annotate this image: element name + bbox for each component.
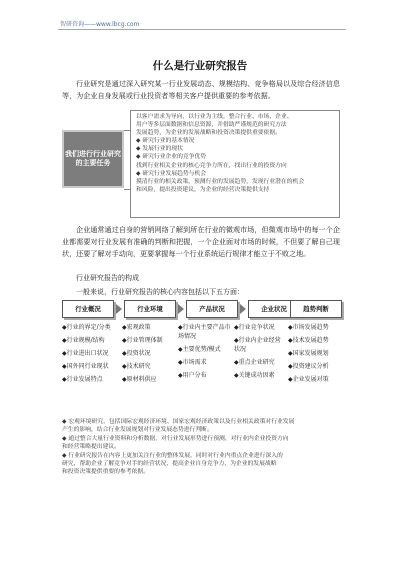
column-item: ◆主要优势/模式: [178, 346, 221, 353]
column-item: ◆行业发展特点: [62, 376, 103, 383]
task-line: 用户等多层面数据和信息资源，并借助严谨规范的研究方法: [136, 122, 287, 129]
column-overview: [62, 323, 116, 388]
note-line: ◆ 宏观环境研究，包括国际宏观经济环境、国家宏观经济政策以及行业相关政策对行业发展: [62, 419, 295, 425]
note-line: 和投资决策提供重要的参考依据。: [62, 469, 149, 476]
flow-arrow: [240, 304, 246, 314]
task-line: ◆ 研究行业企业的竞争优势: [136, 154, 207, 161]
column-item: ◆行业内企业经营状况: [234, 337, 281, 353]
note-line: 和经营策略提出建议。: [62, 444, 120, 451]
section-heading: 行业研究报告的构成: [76, 274, 139, 282]
flow-step-product: 产品状况: [186, 300, 238, 318]
note-line: 研究，帮助企业了解竞争对手的经营状况，提高企业自身竞争力，为企业的发展战略: [62, 461, 277, 468]
flow-arrow: [178, 304, 184, 314]
column-item: ◆技术发展趋势: [288, 337, 329, 344]
note-line: 产生的影响，结合行业发展规划对行业发展态势进行判断。: [62, 427, 213, 434]
column-item: ◆行业进出口状况: [62, 350, 109, 357]
column-item: ◆行业规模/结构: [62, 337, 105, 344]
task-label: 我们进行行业研究的主要任务: [65, 150, 121, 167]
flow-step-trend: 趋势判断: [290, 300, 342, 318]
note-line: ◆ 行业研究报告在内容上更加关注行业的整体发展，同时对行业内重点企业进行深入的: [62, 452, 283, 459]
column-trend: [288, 323, 340, 388]
task-line: ◆ 研究行业的基本情况: [136, 138, 195, 145]
column-item: ◆宏观政策: [122, 324, 151, 331]
task-line: 摸清行业的相关政策，预测行业的发展趋势，发现行业潜在的机会: [136, 178, 305, 185]
flow-step-enterprise: 企业状况: [248, 300, 300, 318]
note-line: ◆ 通过整合大量行业资料和分析数据，对行业发展形势进行预测，对行业内企业投资方向: [62, 435, 289, 442]
column-item: ◆用户分布: [178, 372, 207, 379]
header-text: 智研咨询——www.lbcg.com: [60, 21, 140, 28]
column-item: ◆投资状况: [122, 350, 151, 357]
flow-step-environment: 行业环境: [124, 300, 176, 318]
column-item: ◆技术研究: [122, 363, 151, 370]
column-item: ◆企业发展对策: [288, 376, 329, 383]
task-line: 以客户需求为导向，以行业为主线，整合行业、市场、企业、: [136, 114, 293, 120]
task-line: 和风险，提出投资建议，为企业的经营决策提供支持: [136, 186, 270, 193]
column-item: ◆市场发展趋势: [288, 324, 329, 331]
column-item: ◆国家发展规划: [288, 350, 329, 357]
column-item: ◆市场需求: [178, 359, 207, 366]
column-item: ◆国外同行业现状: [62, 363, 109, 370]
task-diagram: [62, 110, 340, 218]
notes-block: [62, 418, 340, 477]
section-intro: 一般来说，行业研究报告的核心内容包括以下五方面：: [76, 288, 244, 296]
column-enterprise: [234, 323, 284, 384]
column-environment: [122, 323, 176, 388]
flow-arrow: [116, 304, 122, 314]
column-item: ◆原材料供应: [122, 376, 157, 383]
task-detail-box: [130, 110, 340, 218]
task-line: ◆ 发展行业的现状: [136, 146, 183, 153]
column-item: ◆行业竞争状况: [234, 324, 275, 331]
task-line: ◆ 研究行业发展趋势与机会: [136, 170, 207, 177]
column-item: ◆关键成功因素: [234, 372, 275, 379]
task-label-box: [62, 130, 124, 188]
report-structure-flow: [62, 300, 342, 320]
task-line: 发展趋势，为企业的发展战略和投资决策提供重要依据。: [136, 130, 281, 137]
task-line: 找到行业相关企业的核心竞争力所在，找出行业的投资方向: [136, 162, 287, 169]
column-product: [178, 323, 234, 384]
market-paragraph: 企业通常通过自身的营销网络了解到所在行业的微观市场，但微观市场中的每一个企业都需要对行业发展有准确的判断和把握，一个企业面对市场的时候，不但要了解自己现状，还要了解对手动向，更要掌握每一个行业系统运行规律才能立于不败之地。: [62, 225, 340, 258]
page-title: 什么是行业研究报告: [152, 60, 248, 72]
column-item: ◆行业管理体制: [122, 337, 163, 344]
intro-paragraph: 行业研究是通过深入研究某一行业发展动态、规模结构、竞争格局以及综合经济信息等，为企业自身发展或行业投资者等相关客户提供重要的参考依据。: [62, 79, 340, 100]
column-item: ◆行业的界定/分类: [62, 324, 111, 331]
column-item: ◆行业内主要产品市场情况: [178, 324, 231, 340]
column-item: ◆投资建议分析: [288, 363, 329, 370]
header-divider: [58, 29, 346, 30]
flow-step-overview: 行业概况: [62, 300, 114, 318]
column-item: ◆重点企业研究: [234, 359, 275, 366]
